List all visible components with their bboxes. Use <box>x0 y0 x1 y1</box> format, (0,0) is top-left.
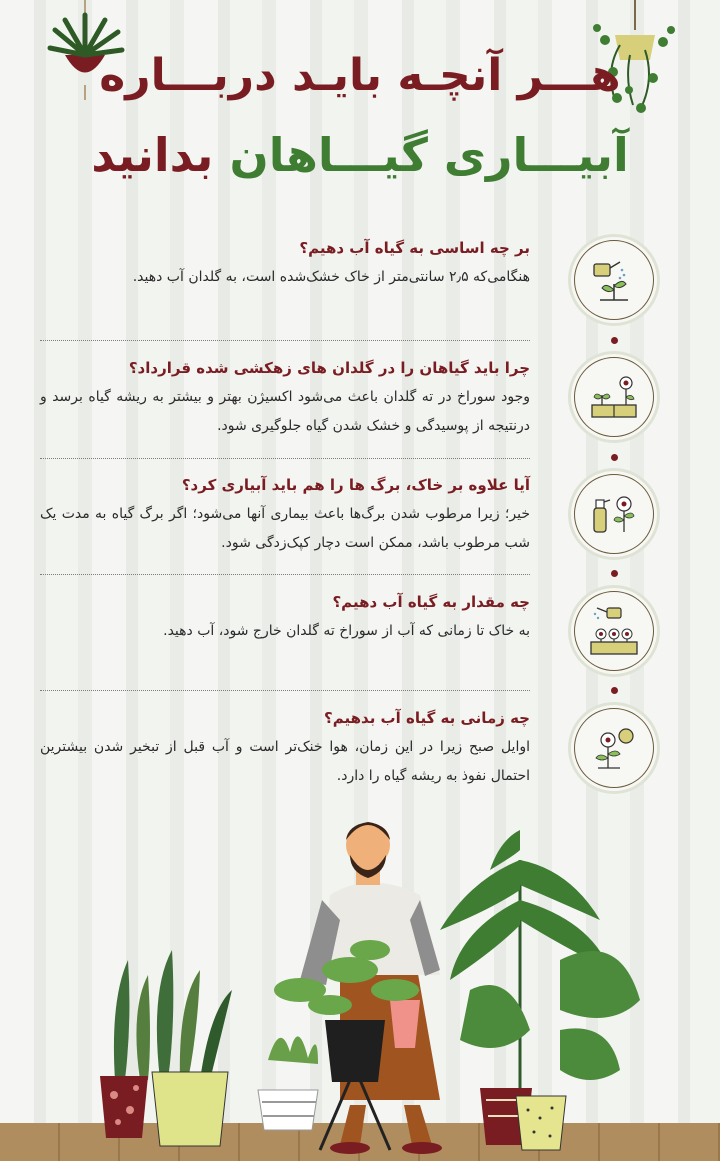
icon-circle-5 <box>568 702 660 794</box>
question-text: آیا علاوه بر خاک، برگ ها را هم باید آبیاری کرد؟ <box>181 476 530 494</box>
timeline-dot <box>611 570 618 577</box>
icon-circle-3 <box>568 468 660 560</box>
dotted-separator <box>40 458 530 459</box>
page-title-line1: هـــر آنچـه بایـد دربـــاره <box>99 50 621 101</box>
dotted-separator <box>40 574 530 575</box>
answer-text: هنگامی‌که ۲٫۵ سانتی‌متر از خاک خشک‌شده است، به گلدان آب دهید. <box>132 269 530 285</box>
flower-sun-icon <box>586 720 642 776</box>
watering-sprout-icon <box>586 252 642 308</box>
answer-text: به خاک تا زمانی که آب از سوراخ ته گلدان خارج شود، آب دهید. <box>163 623 530 639</box>
timeline-dot <box>611 687 618 694</box>
timeline-dot <box>611 454 618 461</box>
qa-item-2 <box>40 356 530 441</box>
question-text: چه مقدار به گیاه آب دهیم؟ <box>332 593 530 611</box>
potted-seedlings-icon <box>586 369 642 425</box>
icon-circle-4 <box>568 585 660 677</box>
palm-monstera-icon <box>440 830 640 1150</box>
qa-item-1 <box>40 236 530 292</box>
timeline-dot <box>611 337 618 344</box>
watering-can-planter-icon <box>585 602 643 660</box>
question-text: چرا باید گیاهان را در گلدان های زهکشی شده قرارداد؟ <box>128 359 530 377</box>
answer-text: خیر؛ زیرا مرطوب شدن برگ‌ها باعث بیماری آنها می‌شود؛ اگر برگ گیاه به مدت یک شب مرطوب باشد، ممکن است دچار کپک‌زدگی شود. <box>40 506 530 551</box>
question-text: بر چه اساسی به گیاه آب دهیم؟ <box>299 239 530 257</box>
qa-item-4 <box>40 590 530 646</box>
spray-bottle-flower-icon <box>586 486 642 542</box>
icon-circle-1 <box>568 234 660 326</box>
striped-pot-icon <box>258 1036 318 1130</box>
answer-text: اوایل صبح زیرا در این زمان، هوا خنک‌تر است و آب قبل از تبخیر شدن بیشترین احتمال نفوذ به ریشه گیاه را دارد. <box>40 739 530 784</box>
qa-item-5 <box>40 706 530 791</box>
answer-text: وجود سوراخ در ته گلدان باعث می‌شود اکسیژن بهتر و بیشتر به ریشه گیاه برسد و درنتیجه از پوسیدگی و خشک شدن گیاه جلوگیری شود. <box>40 389 530 434</box>
page-title-green-part: آبیـــاری گیـــاهان <box>229 128 629 182</box>
page-title-red-part: بدانید <box>91 128 214 182</box>
gardener-illustration <box>0 800 720 1161</box>
qa-item-3 <box>40 473 530 558</box>
dotted-separator <box>40 340 530 341</box>
snake-plant-icon <box>100 950 232 1146</box>
question-text: چه زمانی به گیاه آب بدهیم؟ <box>324 709 530 727</box>
page-title-line2 <box>0 128 720 182</box>
dotted-separator <box>40 690 530 691</box>
icon-circle-2 <box>568 351 660 443</box>
